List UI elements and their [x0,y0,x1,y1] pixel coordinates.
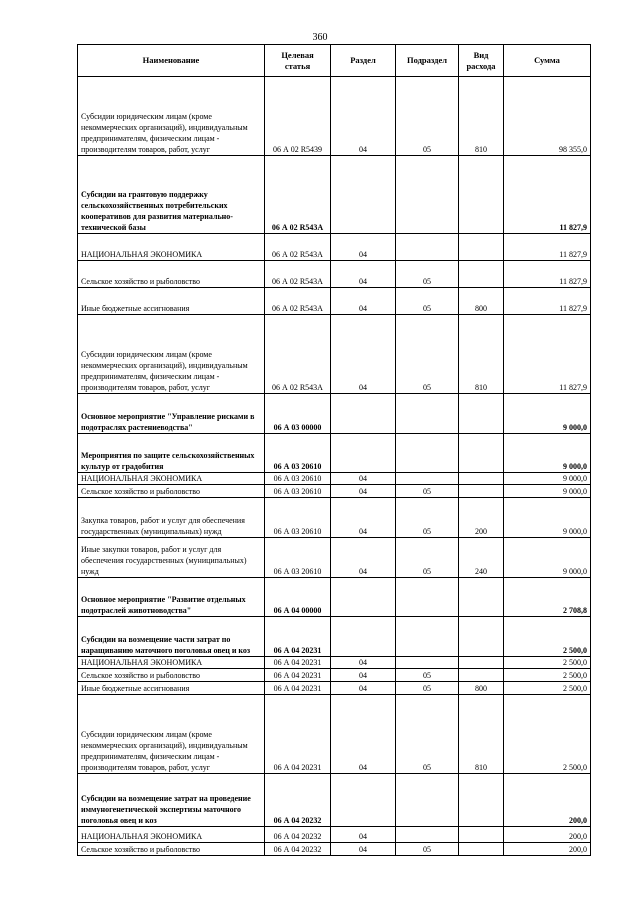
cell-type [459,843,504,856]
table-row [78,843,591,856]
cell-section: 04 [331,682,396,695]
cell-type [459,434,504,473]
cell-type: 800 [459,682,504,695]
table-row [78,473,591,485]
header-article: Целевая статья [265,45,331,77]
table-row [78,261,591,288]
cell-subsection: 05 [396,498,459,538]
cell-type [459,156,504,234]
cell-name: Основное мероприятие "Развитие отдельных подотраслей животноводства" [78,578,265,617]
header-type: Вид расхода [459,45,504,77]
cell-sum: 9 000,0 [504,498,591,538]
cell-article: 06 А 03 00000 [265,394,331,434]
cell-name: Сельское хозяйство и рыболовство [78,485,265,498]
cell-type: 810 [459,695,504,774]
cell-article: 06 А 02 R543А [265,288,331,315]
table-row [78,827,591,843]
table-row [78,774,591,827]
cell-sum: 98 355,0 [504,77,591,156]
cell-type [459,774,504,827]
cell-section: 04 [331,498,396,538]
cell-section: 04 [331,695,396,774]
cell-type [459,617,504,657]
cell-section: 04 [331,288,396,315]
cell-subsection [396,578,459,617]
cell-article: 06 А 04 20231 [265,682,331,695]
cell-name: Субсидии на возмещение затрат на проведение иммуногенетической экспертизы маточного поголовья овец и коз [78,774,265,827]
cell-subsection [396,434,459,473]
cell-sum: 9 000,0 [504,473,591,485]
cell-subsection: 05 [396,288,459,315]
cell-name: Субсидии на возмещение части затрат по наращиванию маточного поголовья овец и коз [78,617,265,657]
cell-name: Сельское хозяйство и рыболовство [78,669,265,682]
cell-sum: 9 000,0 [504,394,591,434]
cell-subsection: 05 [396,669,459,682]
cell-subsection: 05 [396,695,459,774]
cell-name: Иные закупки товаров, работ и услуг для обеспечения государственных (муниципальных) нужд [78,538,265,578]
cell-type: 810 [459,315,504,394]
header-sum: Сумма [504,45,591,77]
table-row [78,234,591,261]
cell-type [459,669,504,682]
cell-sum: 11 827,9 [504,288,591,315]
table-row [78,288,591,315]
cell-sum: 9 000,0 [504,434,591,473]
cell-type: 240 [459,538,504,578]
table-row [78,156,591,234]
table-row [78,77,591,156]
cell-section: 04 [331,473,396,485]
cell-article: 06 А 04 20232 [265,774,331,827]
cell-name: Иные бюджетные ассигнования [78,682,265,695]
cell-sum: 200,0 [504,843,591,856]
cell-section [331,617,396,657]
cell-subsection: 05 [396,682,459,695]
page-number: 360 [312,32,328,43]
cell-section: 04 [331,657,396,669]
cell-name: Субсидии юридическим лицам (кроме некоммерческих организаций), индивидуальным предпринимателям, физическим лицам - производителям товаров, работ, услуг [78,695,265,774]
cell-name: НАЦИОНАЛЬНАЯ ЭКОНОМИКА [78,473,265,485]
cell-article: 06 А 04 20231 [265,657,331,669]
table-row [78,538,591,578]
cell-subsection: 05 [396,77,459,156]
cell-type [459,473,504,485]
cell-sum: 11 827,9 [504,156,591,234]
cell-name: Субсидии юридическим лицам (кроме некоммерческих организаций), индивидуальным предпринимателям, физическим лицам - производителям товаров, работ, услуг [78,315,265,394]
cell-article: 06 А 02 R543А [265,261,331,288]
cell-article: 06 А 03 20610 [265,538,331,578]
cell-subsection [396,234,459,261]
cell-subsection [396,827,459,843]
cell-type [459,657,504,669]
cell-article: 06 А 03 20610 [265,485,331,498]
cell-article: 06 А 04 00000 [265,578,331,617]
table-row [78,669,591,682]
cell-sum: 200,0 [504,827,591,843]
table-row [78,578,591,617]
table-row [78,695,591,774]
cell-section [331,578,396,617]
table-row [78,485,591,498]
cell-article: 06 А 04 20232 [265,843,331,856]
cell-sum: 2 500,0 [504,695,591,774]
cell-article: 06 А 04 20231 [265,669,331,682]
cell-name: Иные бюджетные ассигнования [78,288,265,315]
cell-subsection [396,657,459,669]
cell-type [459,394,504,434]
cell-section: 04 [331,261,396,288]
cell-section: 04 [331,669,396,682]
cell-article: 06 А 04 20231 [265,617,331,657]
cell-name: Сельское хозяйство и рыболовство [78,843,265,856]
cell-type [459,261,504,288]
cell-subsection: 05 [396,261,459,288]
cell-name: НАЦИОНАЛЬНАЯ ЭКОНОМИКА [78,234,265,261]
cell-name: Закупка товаров, работ и услуг для обеспечения государственных (муниципальных) нужд [78,498,265,538]
header-section: Раздел [331,45,396,77]
cell-subsection [396,774,459,827]
table-row [78,682,591,695]
cell-subsection [396,617,459,657]
cell-section [331,156,396,234]
cell-subsection: 05 [396,485,459,498]
budget-table [77,44,591,856]
cell-sum: 11 827,9 [504,234,591,261]
cell-article: 06 А 02 R5439 [265,77,331,156]
cell-sum: 2 500,0 [504,657,591,669]
cell-section: 04 [331,843,396,856]
header-name: Наименование [78,45,265,77]
cell-section: 04 [331,827,396,843]
cell-type [459,234,504,261]
cell-type [459,485,504,498]
cell-name: НАЦИОНАЛЬНАЯ ЭКОНОМИКА [78,657,265,669]
table-row [78,657,591,669]
cell-sum: 11 827,9 [504,261,591,288]
cell-article: 06 А 03 20610 [265,498,331,538]
table-row [78,617,591,657]
cell-section: 04 [331,485,396,498]
cell-sum: 2 500,0 [504,682,591,695]
table-header-row [78,45,591,77]
cell-section: 04 [331,234,396,261]
cell-name: Основное мероприятие "Управление рисками в подотраслях растениеводства" [78,394,265,434]
table-row [78,394,591,434]
cell-sum: 2 500,0 [504,669,591,682]
table-row [78,315,591,394]
cell-section [331,434,396,473]
cell-name: Субсидии на грантовую поддержку сельскохозяйственных потребительских кооперативов для развития материально-технической базы [78,156,265,234]
cell-subsection [396,473,459,485]
cell-article: 06 А 03 20610 [265,473,331,485]
cell-type: 810 [459,77,504,156]
cell-sum: 200,0 [504,774,591,827]
cell-article: 06 А 03 20610 [265,434,331,473]
cell-type [459,827,504,843]
cell-sum: 2 708,8 [504,578,591,617]
cell-section [331,774,396,827]
cell-name: Субсидии юридическим лицам (кроме некоммерческих организаций), индивидуальным предпринимателям, физическим лицам - производителям товаров, работ, услуг [78,77,265,156]
cell-section: 04 [331,315,396,394]
cell-subsection: 05 [396,538,459,578]
cell-sum: 9 000,0 [504,485,591,498]
cell-section: 04 [331,538,396,578]
cell-type: 800 [459,288,504,315]
cell-article: 06 А 02 R543А [265,315,331,394]
cell-article: 06 А 04 20231 [265,695,331,774]
cell-subsection [396,394,459,434]
cell-sum: 9 000,0 [504,538,591,578]
cell-name: Мероприятия по защите сельскохозяйственных культур от градобития [78,434,265,473]
cell-type [459,578,504,617]
cell-sum: 2 500,0 [504,617,591,657]
cell-article: 06 А 02 R543А [265,234,331,261]
cell-sum: 11 827,9 [504,315,591,394]
table-row [78,434,591,473]
table-row [78,498,591,538]
cell-subsection: 05 [396,843,459,856]
header-subsection: Подраздел [396,45,459,77]
cell-name: НАЦИОНАЛЬНАЯ ЭКОНОМИКА [78,827,265,843]
cell-section: 04 [331,77,396,156]
cell-article: 06 А 02 R543А [265,156,331,234]
cell-subsection: 05 [396,315,459,394]
cell-section [331,394,396,434]
cell-article: 06 А 04 20232 [265,827,331,843]
cell-subsection [396,156,459,234]
cell-name: Сельское хозяйство и рыболовство [78,261,265,288]
cell-type: 200 [459,498,504,538]
